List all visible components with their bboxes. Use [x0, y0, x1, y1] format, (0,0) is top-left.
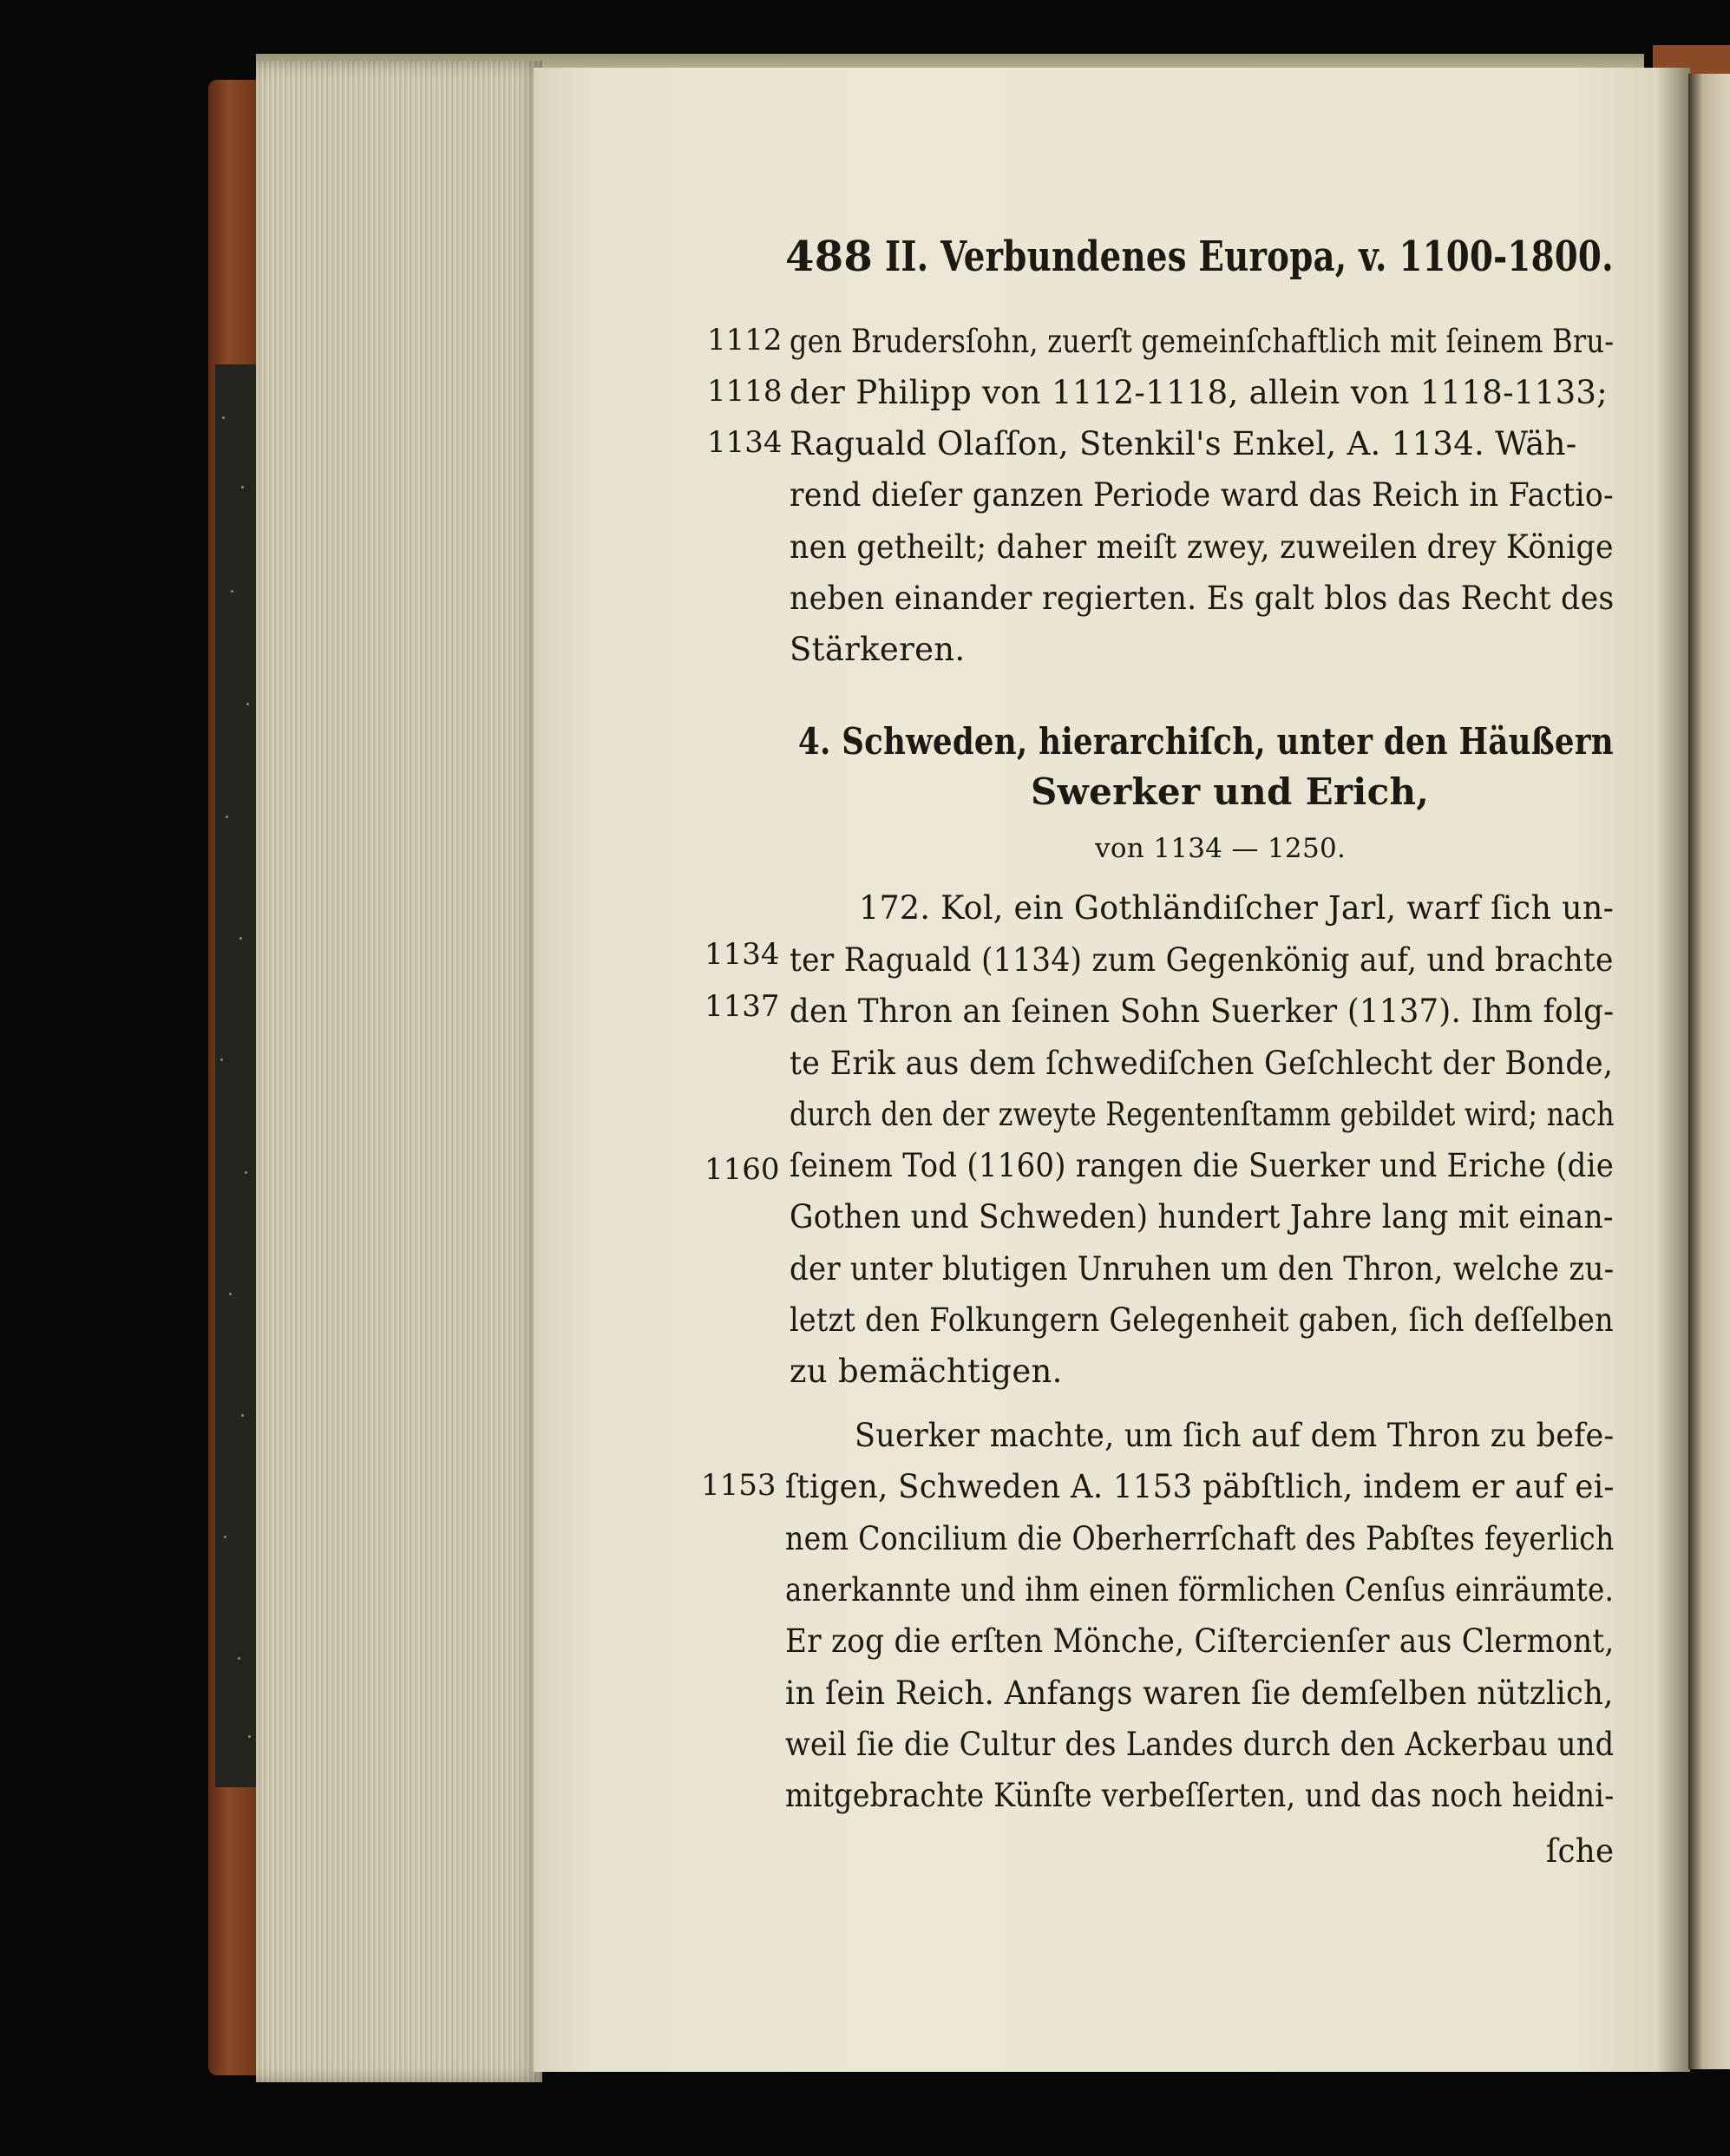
facing-page-edge — [1688, 74, 1730, 2069]
text-line: ter Raguald (1134) zum Gegenkönig auf, und brachte — [790, 941, 1614, 979]
text-line: ſtigen, Schweden A. 1153 päbſtlich, indem er auf ei- — [785, 1468, 1615, 1505]
catchword: ſche — [1546, 1832, 1615, 1870]
text-line: den Thron an ſeinen Sohn Suerker (1137). Ihm folg- — [790, 993, 1615, 1030]
text-line: durch den der zweyte Regentenſtamm gebildet wird; nach — [790, 1096, 1615, 1133]
page-stack-edge — [256, 61, 542, 2082]
text-line: letzt den Folkungern Gelegenheit gaben, ſich deſſelben — [790, 1301, 1614, 1339]
page-gutter-shadow — [1657, 68, 1690, 2072]
margin-date: 1160 — [704, 1152, 780, 1187]
margin-date: 1118 — [707, 374, 783, 409]
text-line: Stärkeren. — [790, 631, 966, 668]
text-line: nem Concilium die Oberherrſchaft des Pabſtes feyerlich — [785, 1520, 1615, 1557]
text-line: in ſein Reich. Anfangs waren ſie demſelben nützlich, — [785, 1674, 1614, 1712]
section-heading: 4. Schweden, hierarchiſch, unter den Häußern — [798, 720, 1614, 763]
text-line: der unter blutigen Unruhen um den Thron, welche zu- — [790, 1250, 1615, 1288]
text-line: anerkannte und ihm einen förmlichen Cenſus einräumte. — [785, 1571, 1615, 1609]
page-number: 488 — [785, 233, 874, 281]
text-line: Er zog die erſten Mönche, Ciſtercienſer aus Clermont, — [785, 1622, 1615, 1660]
margin-date: 1134 — [707, 425, 783, 460]
section-heading-2: Swerker und Erich, — [1031, 770, 1430, 813]
margin-date: 1112 — [707, 323, 783, 357]
margin-date: 1153 — [701, 1468, 777, 1503]
running-title: II. Verbundenes Europa, v. 1100-1800. — [885, 233, 1614, 281]
text-line: Gothen und Schweden) hundert Jahre lang mit einan- — [790, 1198, 1614, 1235]
text-line: mitgebrachte Künſte verbeſſerten, und das noch heidni- — [785, 1777, 1615, 1814]
text-line: 172. Kol, ein Gothländiſcher Jarl, warf ſich un- — [859, 889, 1615, 927]
margin-date: 1134 — [704, 937, 780, 972]
text-line: ſeinem Tod (1160) rangen die Suerker und Eriche (die — [790, 1147, 1615, 1184]
text-line: te Erik aus dem ſchwediſchen Geſchlecht der Bonde, — [790, 1045, 1614, 1082]
text-line: rend dieſer ganzen Periode ward das Reich in Factio- — [790, 476, 1614, 514]
text-line: nen getheilt; daher meiſt zwey, zuweilen drey Könige — [790, 528, 1614, 566]
margin-date: 1137 — [704, 989, 780, 1024]
text-line: gen Brudersſohn, zuerſt gemeinſchaftlich mit ſeinem Bru- — [790, 323, 1615, 360]
text-line: neben einander regierten. Es galt blos das Recht des — [790, 580, 1615, 617]
cover-marbled-cloth — [215, 364, 257, 1787]
text-line: zu bemächtigen. — [790, 1353, 1063, 1390]
text-line: der Philipp von 1112-1118, allein von 1118-1133; — [790, 374, 1609, 411]
text-line: weil ſie die Cultur des Landes durch den Ackerbau und — [785, 1726, 1615, 1763]
text-line: Suerker machte, um ſich auf dem Thron zu befe- — [855, 1417, 1615, 1454]
text-line: Raguald Olaſſon, Stenkil's Enkel, A. 1134. Wäh- — [790, 425, 1577, 462]
section-subheading: von 1134 — 1250. — [1095, 833, 1347, 864]
